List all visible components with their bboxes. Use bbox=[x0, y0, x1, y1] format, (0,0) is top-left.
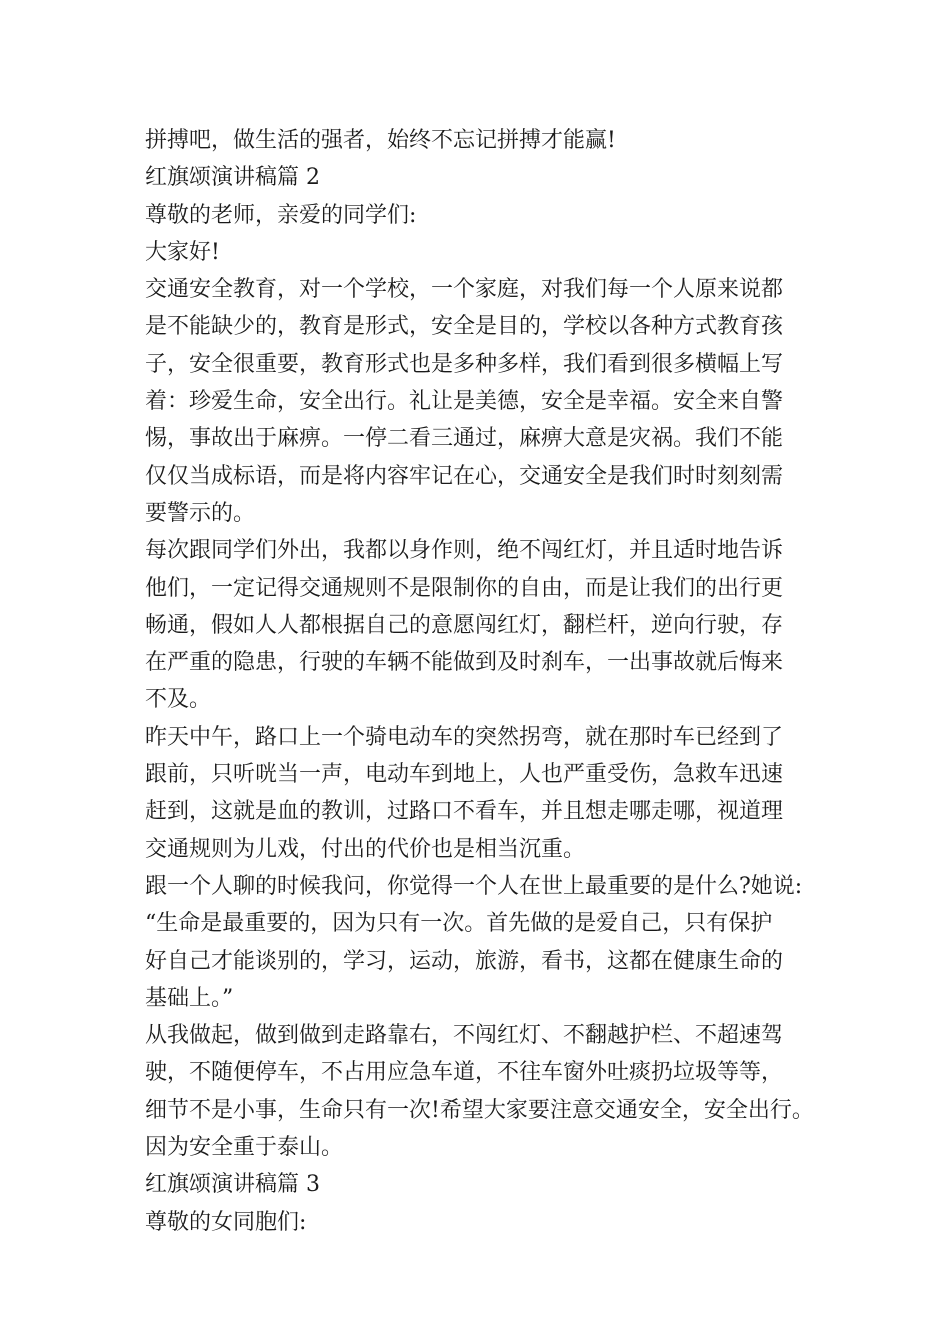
paragraph-line: 要警示的。 bbox=[145, 500, 256, 526]
paragraph-line: 惕，事故出于麻痹。一停二看三通过，麻痹大意是灾祸。我们不能 bbox=[145, 426, 784, 452]
paragraph-line: 好自己才能谈别的，学习，运动，旅游，看书，这都在健康生命的 bbox=[145, 948, 784, 974]
paragraph-line: 拼搏吧，做生活的强者，始终不忘记拼搏才能赢! bbox=[145, 128, 616, 153]
paragraph-line: “生命是最重要的，因为只有一次。首先做的是爱自己，只有保护 bbox=[145, 911, 773, 937]
document-body bbox=[145, 122, 835, 1241]
paragraph-line: 交通规则为儿戏，付出的代价也是相当沉重。 bbox=[145, 836, 586, 862]
greeting-line: 大家好! bbox=[145, 239, 220, 265]
paragraph-line: 子，安全很重要，教育形式也是多种多样，我们看到很多横幅上写 bbox=[145, 351, 784, 377]
salutation-line: 尊敬的老师，亲爱的同学们: bbox=[145, 202, 417, 228]
paragraph-line: 昨天中午，路口上一个骑电动车的突然拐弯，就在那时车已经到了 bbox=[145, 724, 784, 750]
paragraph-line: 着：珍爱生命，安全出行。礼让是美德，安全是幸福。安全来自警 bbox=[145, 389, 784, 415]
paragraph-line: 仅仅当成标语，而是将内容牢记在心，交通安全是我们时时刻刻需 bbox=[145, 463, 784, 489]
paragraph-line: 交通安全教育，对一个学校，一个家庭，对我们每一个人原来说都 bbox=[145, 277, 784, 303]
paragraph-line: 每次跟同学们外出，我都以身作则，绝不闯红灯，并且适时地告诉 bbox=[145, 538, 784, 564]
paragraph-line: 在严重的隐患，行驶的车辆不能做到及时刹车，一出事故就后悔来 bbox=[145, 650, 784, 676]
paragraph-line: 不及。 bbox=[145, 687, 212, 713]
paragraph-line: 因为安全重于泰山。 bbox=[145, 1135, 344, 1161]
paragraph-line: 从我做起，做到做到走路靠右，不闯红灯、不翻越护栏、不超速驾 bbox=[145, 1023, 784, 1049]
paragraph-line: 他们，一定记得交通规则不是限制你的自由，而是让我们的出行更 bbox=[145, 575, 784, 601]
paragraph-line: 跟前，只听咣当一声，电动车到地上，人也严重受伤，急救车迅速 bbox=[145, 762, 784, 788]
paragraph-line: 驶，不随便停车，不占用应急车道，不往车窗外吐痰扔垃圾等等， bbox=[145, 1060, 784, 1086]
paragraph-line: 基础上。” bbox=[145, 985, 234, 1011]
salutation-line: 尊敬的女同胞们: bbox=[145, 1209, 307, 1235]
section-heading: 红旗颂演讲稿篇 2 bbox=[145, 165, 320, 191]
paragraph-line: 畅通，假如人人都根据自己的意愿闯红灯，翻栏杆，逆向行驶，存 bbox=[145, 612, 784, 638]
paragraph-line: 赶到，这就是血的教训，过路口不看车，并且想走哪走哪，视道理 bbox=[145, 799, 784, 825]
section-heading: 红旗颂演讲稿篇 3 bbox=[145, 1172, 320, 1198]
paragraph-line: 细节不是小事，生命只有一次!希望大家要注意交通安全，安全出行。 bbox=[145, 1097, 814, 1123]
paragraph-line: 跟一个人聊的时候我问，你觉得一个人在世上最重要的是什么?她说: bbox=[145, 873, 803, 899]
paragraph-line: 是不能缺少的，教育是形式，安全是目的，学校以各种方式教育孩 bbox=[145, 314, 784, 340]
